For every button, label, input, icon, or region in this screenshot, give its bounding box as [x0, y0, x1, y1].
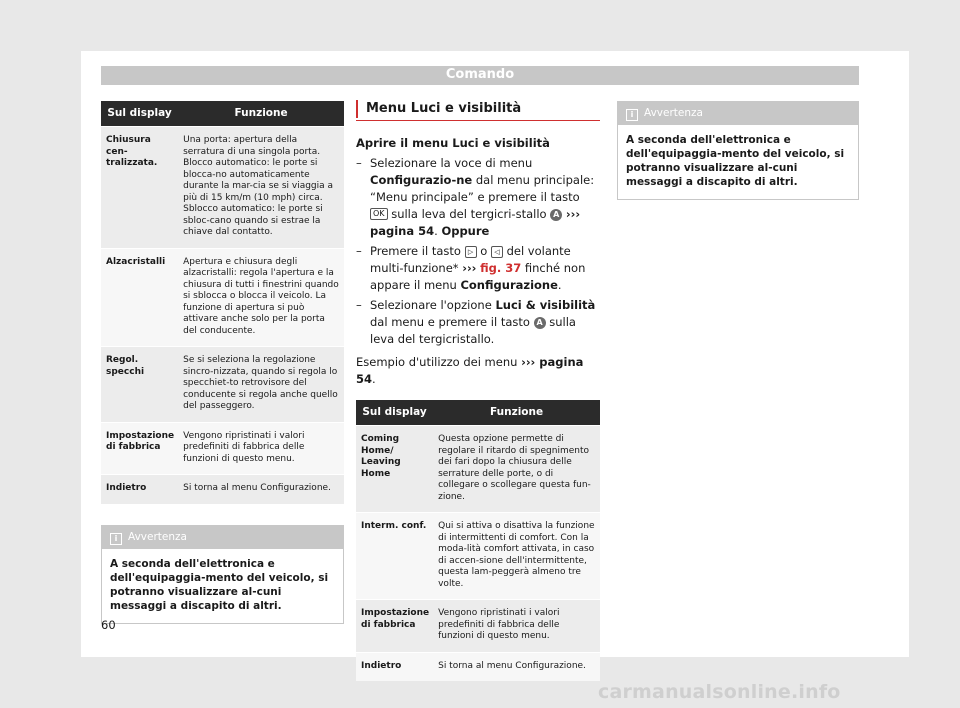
row-value: Una porta: apertura della serratura di una singola porta. Blocco automatico: le porte si blocca-no automaticamente durante la mar-cia se si viaggia a più di 15 km/m (10 mph) circa. Sblocco automatico: le porte si sbloc-cano quando si estrae la chiave dal contatto. [178, 127, 344, 249]
page-link[interactable]: ››› pagina 54 [370, 207, 581, 238]
right-column [617, 101, 859, 200]
menu-name: Configurazione [460, 278, 558, 292]
table-header-display: Sul display [356, 400, 433, 426]
row-key: Alzacristalli [101, 248, 178, 347]
table-header-function: Funzione [433, 400, 600, 426]
warning-text: A seconda dell'elettronica e dell'equipaggia-mento del veicolo, si potranno visualizzare al-cuni messaggi a discapito di altri. [110, 557, 329, 612]
left-arrow-button-icon: ◁ [491, 246, 503, 258]
table-row [101, 422, 344, 475]
section-title: Menu Luci e visibilità [356, 101, 600, 121]
warning-header [102, 526, 343, 549]
row-value: Qui si attiva o disattiva la funzione di intermittenti di comfort. Con la moda-lità comfort attivata, in caso di accen-sione dell'intermittente, questa lam-peggerà almeno tre volte. [433, 513, 600, 600]
table-row [356, 600, 600, 653]
table-row [101, 127, 344, 249]
table-row [356, 652, 600, 681]
step-text: finché non appare il menu [370, 261, 586, 292]
step-text: sulla leva del tergicri-stallo [387, 207, 551, 221]
row-value: Si torna al menu Configurazione. [178, 475, 344, 504]
row-key: Regol. specchi [101, 347, 178, 423]
warning-title: Avvertenza [128, 530, 187, 543]
table-row [356, 513, 600, 600]
warning-box [617, 101, 859, 200]
step-3: – Selezionare l'opzione Luci & visibilità dal menu e premere il tasto A sulla leva del tergicristallo. [356, 298, 596, 346]
link-arrow: ››› [462, 261, 477, 275]
step-text: del volante multi-funzione* [370, 244, 571, 275]
row-value: Se si seleziona la regolazione sincro-nizzata, quando si regola lo specchiet-to retrovisore del conducente si regola anche quello del passeggero. [178, 347, 344, 423]
row-value: Vengono ripristinati i valori predefiniti di fabbrica delle funzioni di questo menu. [178, 422, 344, 475]
example-text: Esempio d'utilizzo dei menu [356, 355, 522, 369]
step-text: Selezionare l'opzione [370, 298, 496, 312]
figure-link[interactable]: fig. 37 [480, 261, 522, 275]
step-text: . [557, 278, 562, 292]
step-2: – Premere il tasto ▷ o ◁ del volante multi-funzione* ››› fig. 37 finché non appare il menu Configurazione. [356, 244, 586, 292]
menu-name: Configurazio-ne [370, 173, 473, 187]
step-text: dal menu e premere il tasto [370, 315, 534, 329]
example-line [356, 354, 600, 388]
row-key: Indietro [356, 652, 433, 681]
info-icon: i [626, 109, 638, 121]
left-column [101, 101, 344, 624]
callout-a-icon: A [550, 209, 562, 221]
left-function-table [101, 101, 344, 504]
step-text: Oppure [441, 224, 490, 238]
info-icon: i [110, 533, 122, 545]
row-value: Si torna al menu Configurazione. [433, 652, 600, 681]
table-row [101, 347, 344, 423]
page-link[interactable]: ››› pagina 54 [356, 355, 584, 386]
row-key: Coming Home/ Leaving Home [356, 426, 433, 513]
right-arrow-button-icon: ▷ [465, 246, 477, 258]
row-key: Chiusura cen- tralizzata. [101, 127, 178, 249]
step-text: dal menu principale: “Menu principale” e premere il tasto [370, 173, 595, 204]
row-key: Impostazione di fabbrica [356, 600, 433, 653]
row-value: Apertura e chiusura degli alzacristalli: regola l'apertura e la chiusura di tutti i finestrini quando si sblocca o blocca il veicolo. La funzione di apertura si può attivare anche solo per la porta del conducente. [178, 248, 344, 347]
chapter-title: Comando [445, 67, 515, 82]
ok-key-icon: OK [370, 208, 388, 220]
row-value: Vengono ripristinati i valori predefiniti di fabbrica delle funzioni di questo menu. [433, 600, 600, 653]
table-row [101, 475, 344, 504]
middle-function-table [356, 400, 600, 681]
row-key: Indietro [101, 475, 178, 504]
middle-column [356, 101, 600, 681]
warning-text: A seconda dell'elettronica e dell'equipaggia-mento del veicolo, si potranno visualizzare al-cuni messaggi a discapito di altri. [626, 134, 845, 188]
option-name: Luci & visibilità [495, 298, 596, 312]
row-key: Interm. conf. [356, 513, 433, 600]
warning-title: Avvertenza [644, 107, 703, 119]
table-row [101, 248, 344, 347]
page-number: 60 [101, 618, 116, 632]
row-value: Questa opzione permette di regolare il ritardo di spegnimento dei fari dopo la chiusura delle serrature delle porte, o di collegare o scollegare questa fun-zione. [433, 426, 600, 513]
step-text: . [434, 224, 442, 238]
step-text: sulla leva del tergicristallo. [370, 315, 576, 346]
row-key: Impostazione di fabbrica [101, 422, 178, 475]
site-watermark: carmanualsonline.info [598, 681, 841, 703]
callout-a-icon: A [534, 317, 546, 329]
table-header-display: Sul display [101, 101, 178, 127]
example-text: . [372, 372, 376, 386]
chapter-header [101, 66, 859, 85]
table-header-function: Funzione [178, 101, 344, 127]
step-text: Selezionare la voce di menu [370, 156, 533, 170]
section-subtitle: Aprire il menu Luci e visibilità [356, 136, 550, 150]
step-1: – Selezionare la voce di menu Configurazio-ne dal menu principale: “Menu principale” e premere il tasto OK sulla leva del tergicri-stallo A ››› pagina 54. Oppure [356, 156, 595, 238]
step-text: Premere il tasto [370, 244, 465, 258]
step-text: o [476, 244, 491, 258]
table-row [356, 426, 600, 513]
warning-header [618, 102, 858, 125]
warning-box [101, 525, 344, 624]
